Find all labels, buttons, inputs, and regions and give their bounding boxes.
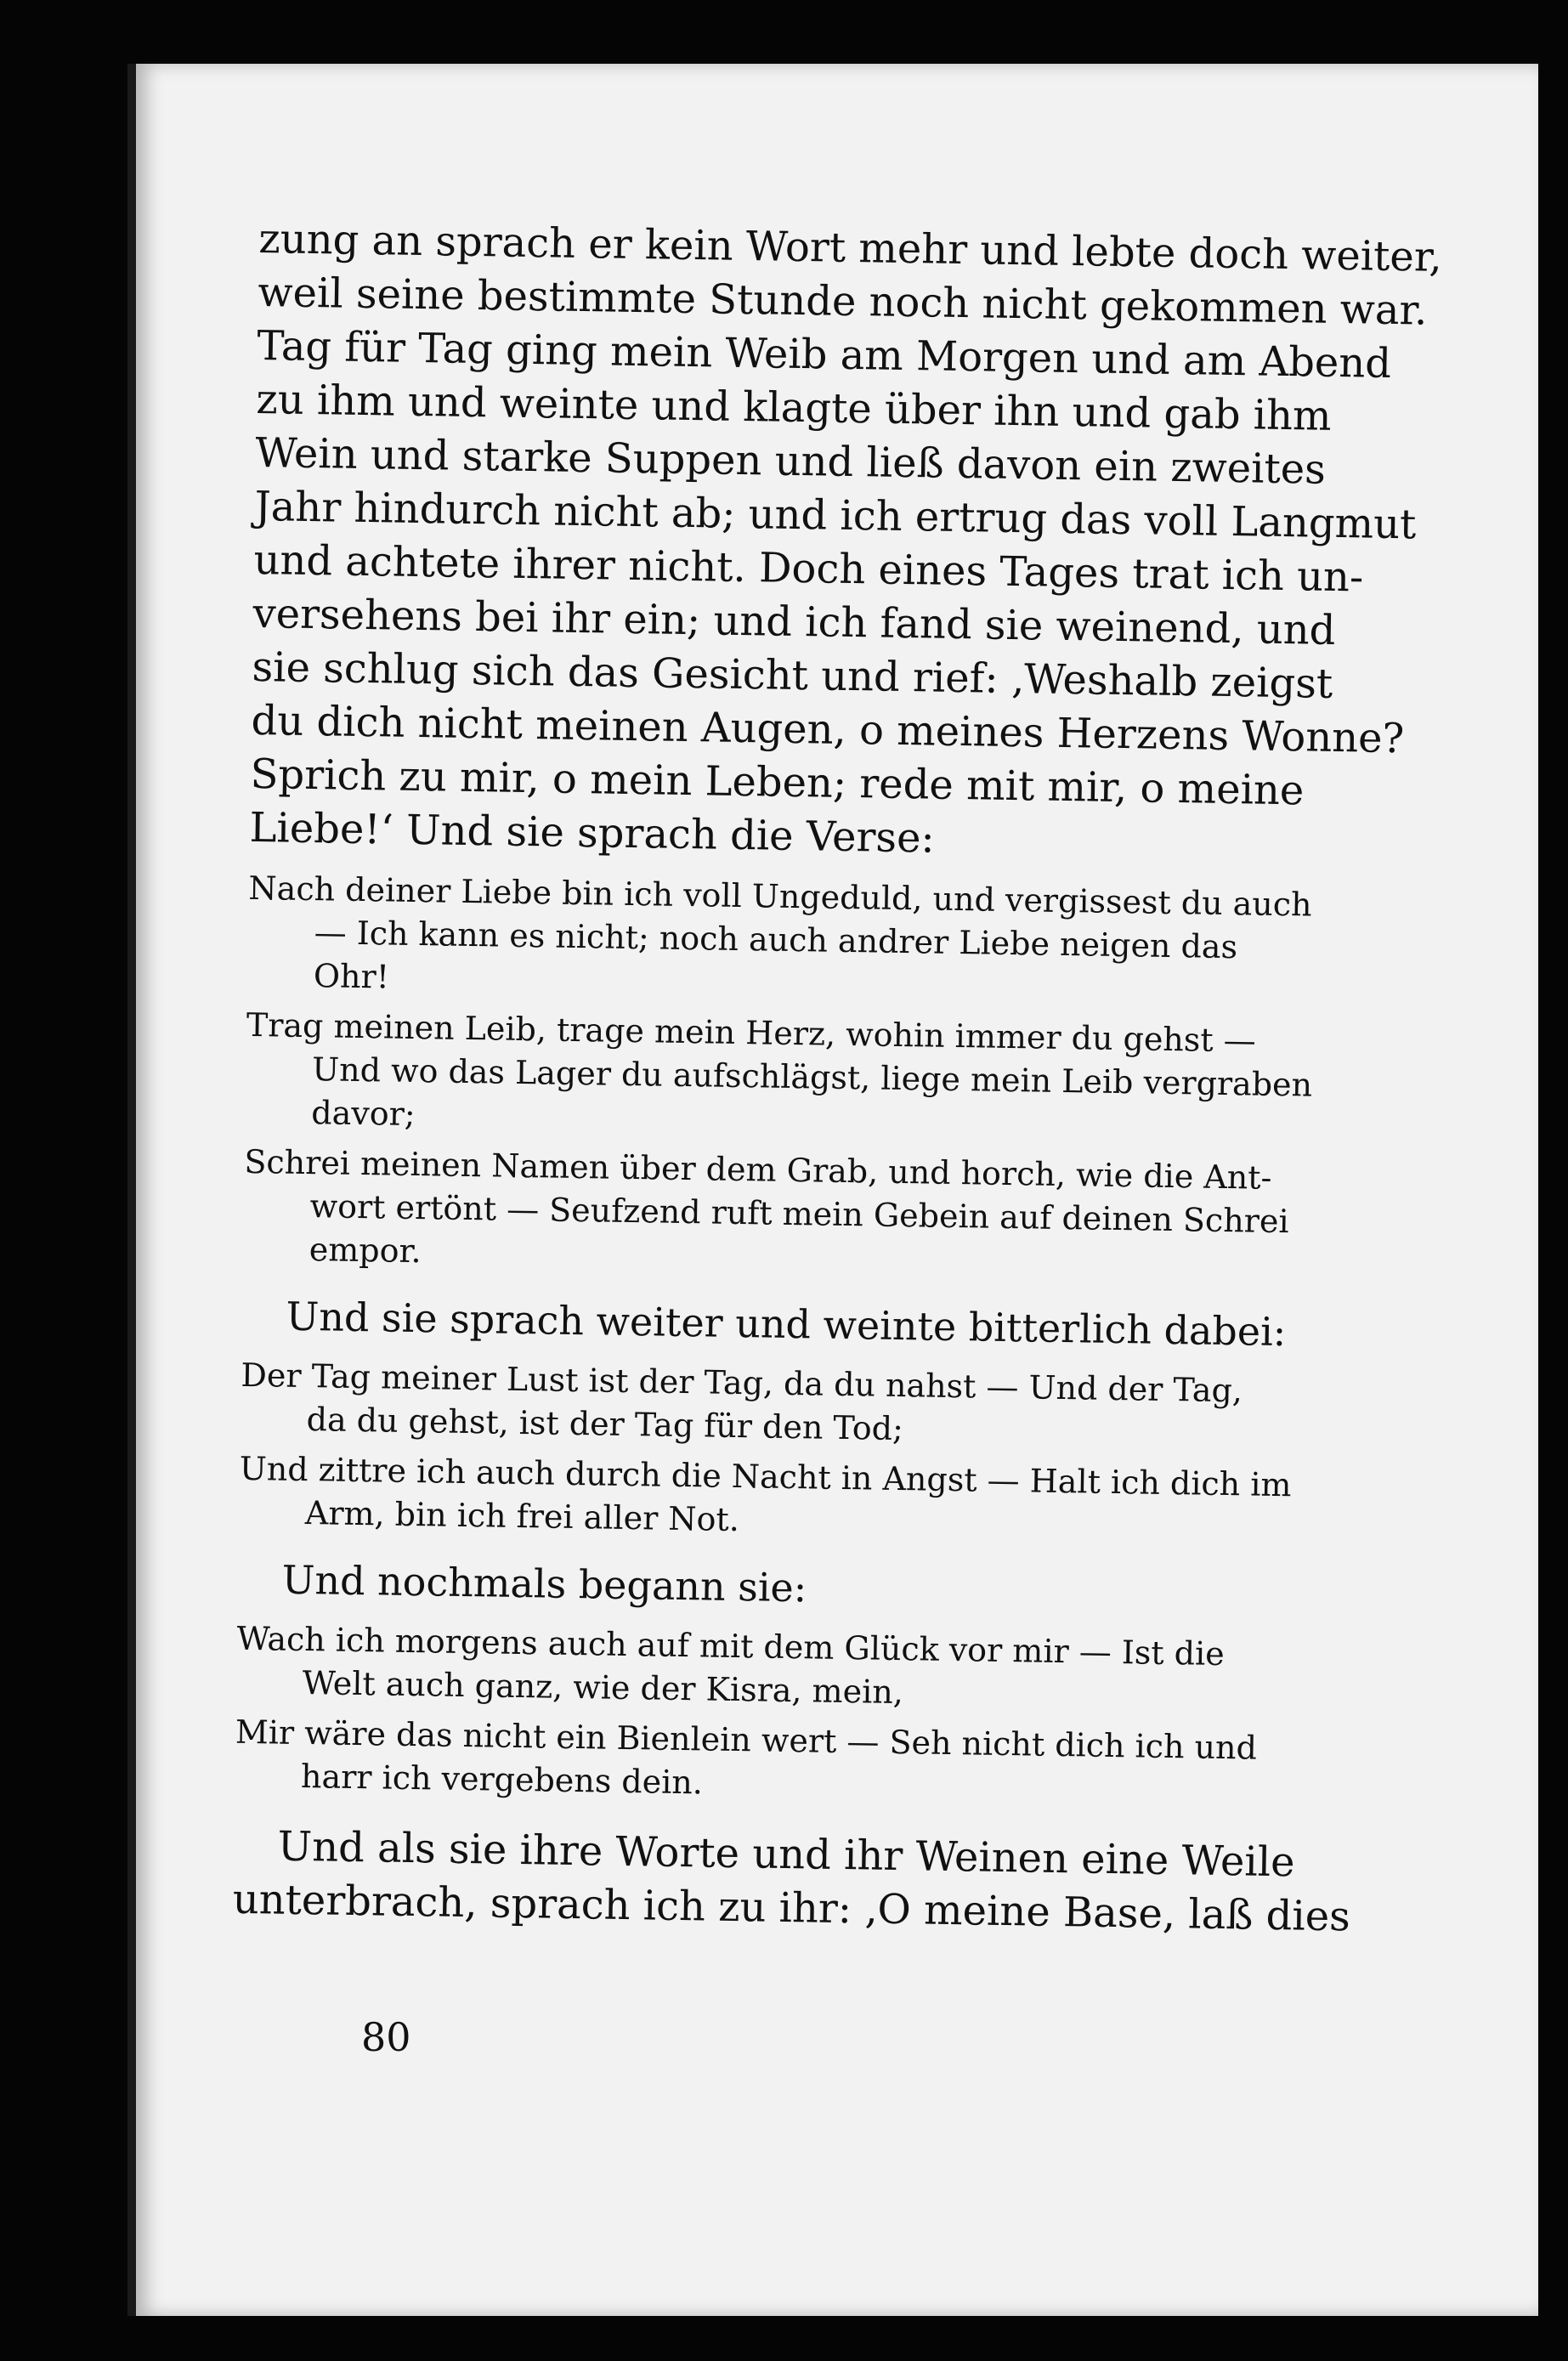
verse-intro: Und nochmals begann sie: (281, 1556, 807, 1611)
text-line: Tag für Tag ging mein Weib am Morgen und am Abend (257, 321, 1392, 388)
verse-group-2 (239, 1354, 1292, 1550)
verse-line: Mir wäre das nicht ein Bienlein wert — Seh nicht dich ich und (235, 1713, 1258, 1767)
text-line: Sprich zu mir, o mein Leben; rede mit mir, o meine (250, 750, 1305, 815)
verse-line: Wach ich morgens auch auf mit dem Glück vor mir — Ist die (236, 1619, 1226, 1673)
text-line: zu ihm und weinte und klagte über ihn und gab ihm (256, 375, 1333, 440)
verse-group-1 (242, 867, 1313, 1286)
verse-line: Und zittre ich auch durch die Nacht in Angst — Halt ich dich im (239, 1449, 1292, 1504)
verse-line: Nach deiner Liebe bin ich voll Ungeduld, und vergissest du auch (248, 869, 1312, 924)
verse-line: davor; (311, 1094, 416, 1134)
verse (235, 1617, 1239, 1720)
verse-line: empor. (309, 1231, 422, 1271)
text-line: Und als sie ihre Worte und ihr Weinen eine Weile (277, 1822, 1295, 1887)
verse-line: wort ertönt — Seufzend ruft mein Gebein auf deinen Schrei (309, 1187, 1289, 1241)
verse-line: Und wo das Lager du aufschlägst, liege mein Leib vergraben (311, 1050, 1313, 1104)
text-line: weil seine bestimmte Stunde noch nicht gekommen war. (258, 268, 1428, 335)
text-line: versehens bei ihr ein; und ich fand sie weinend, und (252, 589, 1336, 654)
verse-line: Der Tag meiner Lust ist der Tag, da du nahst — Und der Tag, (241, 1356, 1243, 1410)
paragraph-1 (249, 212, 1443, 870)
text-line: Wein und starke Suppen und ließ davon ein zweites (255, 428, 1327, 494)
text-line: Liebe!‘ Und sie sprach die Verse: (249, 803, 936, 863)
verse-intro: Und sie sprach weiter und weinte bitterlich dabei: (286, 1293, 1287, 1356)
verse-line: — Ich kann es nicht; noch auch andrer Liebe neigen das (314, 914, 1238, 966)
text-line: und achtete ihrer nicht. Doch eines Tages trat ich un- (253, 535, 1364, 602)
text-line: zung an sprach er kein Wort mehr und lebte doch weiter, (258, 214, 1443, 281)
page-number: 80 (361, 2014, 411, 2060)
verse-line: Ohr! (313, 957, 390, 996)
verse-line: Arm, bin ich frei aller Not. (304, 1494, 740, 1539)
text-line: unterbrach, sprach ich zu ihr: ‚O meine Base, laß dies (232, 1875, 1351, 1941)
verse-line: Trag meinen Leib, trage mein Herz, wohin immer du gehst — (246, 1005, 1257, 1060)
verse-line: Schrei meinen Namen über dem Grab, und horch, wie die Ant- (244, 1142, 1272, 1197)
verse-line: harr ich vergebens dein. (300, 1758, 704, 1802)
page-text (232, 212, 1443, 1942)
verse-line: Welt auch ganz, wie der Kisra, mein, (302, 1664, 904, 1712)
verse (240, 1354, 1243, 1457)
verse (245, 1004, 1313, 1150)
verse (242, 1141, 1289, 1287)
text-line: Jahr hindurch nicht ab; und ich ertrug das voll Langmut (254, 482, 1417, 549)
verse-line: da du gehst, ist der Tag für den Tod; (306, 1401, 904, 1448)
verse (239, 1447, 1292, 1550)
text-line: sie schlug sich das Gesicht und rief: ‚Weshalb zeigst (252, 643, 1333, 708)
closing-paragraph (232, 1820, 1351, 1943)
text-line: du dich nicht meinen Augen, o meines Herzens Wonne? (251, 696, 1405, 763)
verse-group-3 (235, 1617, 1258, 1814)
verse (247, 867, 1312, 1013)
verse (235, 1711, 1258, 1814)
